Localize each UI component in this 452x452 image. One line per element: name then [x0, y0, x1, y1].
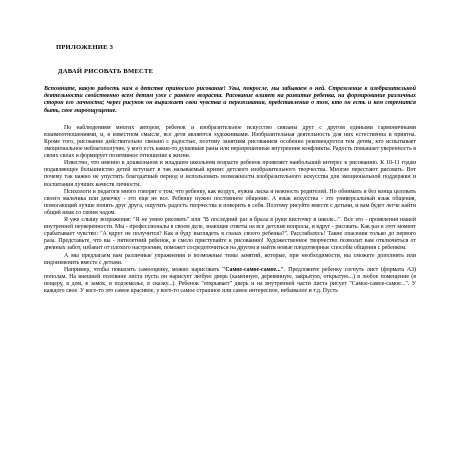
body-paragraph: Психологи и педагоги много говорят о том, что ребенку, как воздух, нужна ласка и нежность родителей. Но обнимать и без конца целовать своего мальчика или девочку - это еще не все. Ребенку нужно постоянное общение. А язык искусства - это универсальный язык общения, помогающий лучше понять друг друга, ощутить радость творчества и поверить в себя. Поэтому рисуйте вместе с детьми, и вам будет легче найти общий язык со своим чадом. [44, 188, 416, 216]
appendix-heading: ПРИЛОЖЕНИЕ 3 [56, 44, 114, 51]
body-paragraph-last [44, 267, 416, 295]
body-text [44, 125, 416, 295]
paragraph-text: Например, чтобы повысить самооценку, можно нарисовать [64, 266, 223, 273]
body-paragraph: Известно, что именно в дошкольном и младшем школьном возрасте ребенок проявляет наибольший интерес к рисованию. К 10-11 годам подавляющее большинство детей вступает в так называемый кризис детского изобразительного творчества. Многие перестают рисовать. Вот почему так важно не упустить благодатный период и использовать возможности изобразительного искусства для эмоциональной поддержки и воспитания лучших качеств личности. [44, 160, 416, 188]
body-paragraph: По наблюдениям многих авторов, ребенок и изобразительное искусство связаны друг с другом едиными гармоничными взаимоотношениями, и, в известном смысле, все дети являются художниками. Изобразительная деятельность для них естественна и приятна. Кроме того, рисование действительно связано с радостью, поэтому занятиям рисованием особенно рекомендуется тем детям, кто испытывает эмоциональное неблагополучие, у кого есть какие-то душевные раны или неразрешенные внутренние конфликты. Радость повышает уверенность в своих силах и формирует позитивное отношение к жизни. [44, 124, 417, 160]
body-paragraph: Я уже слышу возражения: "Я не умею рисовать" или "В последний раз я брала в руки кисточку в школе...". Все это - проявления нашей внутренней неуверенности. Мы - профессионалы в своем деле, знающие ответы на все детские вопросы, и вдруг - рисовать. Как раз в этот момент срабатывает чувство: "А вдруг не получится? Как я буду выглядеть в глазах своего ребенка?". Расслабьтесь! Такие опасения только до первого раза. Представьте, что вы - пятилетний ребенок, и смело приступайте к рисованию! Художественное творчество позволит вам отключиться от дневных забот, избавит от плохого настроения, поможет сосредоточиться на другом и найти новые плодотворные способы общения с ребенком. [44, 217, 416, 252]
lead-paragraph: Вспомните, какую радость нам в детстве приносило рисование! Увы, покросле, мы забываем о ней. Стремление к изобразительной деятельности свойственно всем детям уже с раннего возраста. Рисование влияет на развитие ребенка, на формирование различных сторон его личности; через рисунок он выражает свои чувства и переживания, представления о том, кто он есть и кем стремится быть, свое мироощущение. [44, 86, 416, 114]
paragraph-text: . Предложите ребенку согнуть лист (формата А3) пополам. На внешней половине листа пусть он нарисует любую дверь (каменную, деревянную, закрытую, открытую...) в любое помещение (в пещеру, в дом, в замок, в подземелье, в сказку...). Ребенок "открывает" дверь и на внутренней части листа рисует "Самое-самое-самое...". У каждого свое. У кого-то это самое красивое, у кого-то самое страшное или самое интересное, небывалое и т.д. Пусть [44, 266, 416, 294]
highlighted-quote: "Самое-самое-самое..." [222, 266, 284, 273]
document-title: ДАВАЙ РИСОВАТЬ ВМЕСТЕ [58, 68, 154, 75]
body-paragraph: А мы предлагаем вам различные упражнения и возможные темы занятий, которые, при необходимости, вы сможете дополнить или видоизменить вместе с детьми. [44, 252, 416, 266]
